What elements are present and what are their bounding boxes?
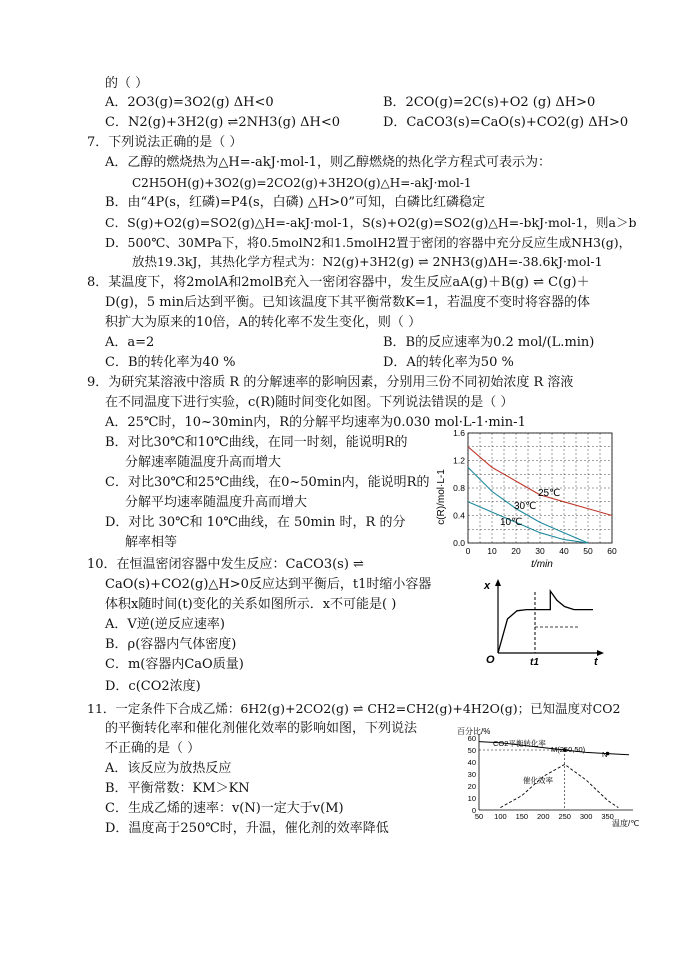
q8-option-a: A．a=2 — [105, 335, 155, 350]
q9-option-c-cont: 分解平均速率随温度升高而增大 — [125, 495, 308, 510]
chart3-x-tick: 50 — [474, 812, 484, 821]
chart2-t1-label: t1 — [530, 657, 539, 668]
q10-option-c: C．m(容器内CaO质量) — [105, 657, 244, 672]
chart1-x-tick: 60 — [607, 546, 617, 556]
chart3-y-tick: 10 — [467, 794, 476, 803]
q11-option-c: C．生成乙烯的速率：v(N)一定大于v(M) — [105, 801, 344, 816]
q10-option-d: D．c(CO2浓度) — [105, 679, 201, 694]
q7-option-d: D．500℃、30MPa下，将0.5molN2和1.5molH2置于密闭的容器中充分反应生成NH3(g)， — [105, 235, 632, 250]
q7-option-a-equation: C2H5OH(g)+3O2(g)=2CO2(g)+3H2O(g)△H=-akJ·mol-1 — [132, 176, 472, 190]
chart3-x-tick: 200 — [537, 812, 550, 821]
q11-stem-1: 11．一定条件下合成乙烯：6H2(g)+2CO2(g) ⇌ CH2=CH2(g)+4H2O(g)；已知温度对CO2 — [87, 701, 621, 716]
q10-x-time-chart — [478, 575, 608, 667]
q9-option-d: D．对比 30℃和 10℃曲线，在 50min 时，R 的分 — [105, 515, 406, 530]
chart3-legend-efficiency: 催化效率 — [523, 776, 553, 785]
q8-stem-2: D(g)，5 min后达到平衡。已知该温度下其平衡常数K=1，若温度不变时将容器的体 — [105, 295, 591, 310]
q11-temperature-chart — [455, 726, 645, 830]
q6-option-a: A．2O3(g)=3O2(g) ΔH<0 — [105, 95, 274, 110]
q7-option-c: C．S(g)+O2(g)=SO2(g)△H=-akJ·mol-1，S(s)+O2(g)=SO2(g)△H=-bkJ·mol-1，则a＞b — [105, 215, 637, 230]
chart1-y-axis-label: c(R)/mol·L-1 — [436, 469, 447, 525]
q6-option-b: B．2CO(g)=2C(s)+O2 (g) ΔH>0 — [383, 95, 596, 110]
chart1-x-tick: 40 — [559, 546, 569, 556]
chart3-x-tick: 300 — [579, 812, 593, 821]
q10-stem-1: 10．在恒温密闭容器中发生反应：CaCO3(s) ⇌ — [87, 557, 364, 572]
chart1-y-tick: 1.6 — [453, 428, 465, 438]
q7-option-a: A．乙醇的燃烧热为△H=-akJ·mol-1，则乙醇燃烧的热化学方程式可表示为： — [105, 155, 551, 170]
chart3-y-tick: 30 — [467, 770, 476, 779]
chart3-y-tick: 50 — [467, 746, 476, 755]
chart1-x-tick: 30 — [535, 546, 545, 556]
chart3-y-tick: 60 — [467, 734, 476, 743]
q10-stem-3: 体积x随时间(t)变化的关系如图所示．x不可能是( ) — [105, 597, 397, 612]
q6-option-c: C．N2(g)+3H2(g) ⇌2NH3(g) ΔH<0 — [105, 115, 341, 130]
chart1-y-tick: 0.8 — [453, 483, 465, 493]
q10-option-b: B．ρ(容器内气体密度) — [105, 637, 237, 652]
q8-stem-3: 积扩大为原来的10倍，A的转化率不发生变化，则（ ） — [105, 315, 422, 330]
q7-stem: 7．下列说法正确的是（ ） — [87, 135, 243, 150]
chart1-x-tick: 50 — [583, 546, 593, 556]
q8-option-d: D．A的转化率为50 % — [383, 355, 514, 370]
chart1-x-tick: 10 — [487, 546, 497, 556]
q11-option-a: A．该反应为放热反应 — [105, 761, 232, 776]
chart1-x-axis-label: t/min — [531, 559, 553, 570]
q9-stem-2: 在不同温度下进行实验，c(R)随时间变化如图。下列说法错误的是（ ） — [105, 395, 514, 410]
q9-option-c: C．对比30℃和25℃曲线，在0~50min内，能说明R的 — [105, 475, 430, 490]
chart2-curve — [498, 591, 593, 653]
chart3-x-tick: 250 — [558, 812, 571, 821]
chart1-x-tick: 0 — [465, 546, 471, 556]
q11-stem-2: 的平衡转化率和催化剂催化效率的影响如图，下列说法 — [105, 721, 418, 736]
chart1-x-tick: 20 — [511, 546, 521, 556]
chart2-x-label: t — [594, 656, 598, 668]
q10-option-a: A．V逆(逆反应速率) — [105, 617, 225, 632]
chart3-x-label: 温度/℃ — [612, 819, 640, 828]
q9-concentration-chart — [430, 425, 615, 570]
chart1-y-tick: 1.2 — [453, 455, 465, 466]
q9-stem-1: 9．为研究某溶液中溶质 R 的分解速率的影响因素，分别用三份不同初始浓度 R 溶液 — [87, 375, 574, 390]
q11-option-d: D．温度高于250℃时，升温，催化剂的效率降低 — [105, 821, 389, 836]
chart2-y-label: x — [484, 580, 491, 592]
chart3-y-tick: 0 — [471, 806, 476, 815]
q10-stem-2: CaO(s)+CO2(g)△H>0反应达到平衡后，t1时缩小容器 — [105, 577, 432, 592]
lead-line: 的（ ） — [105, 76, 149, 91]
chart3-legend-conversion: CO2平衡转化率 — [493, 739, 546, 748]
chart1-label-25: 25℃ — [538, 488, 561, 499]
chart2-origin: O — [486, 654, 495, 666]
q8-option-b: B．B的反应速率为0.2 mol/(L.min) — [383, 335, 595, 350]
chart3-point-n-label: N — [602, 750, 608, 759]
q9-option-d-cont: 解率相等 — [125, 535, 178, 550]
q9-option-b-cont: 分解速率随温度升高而增大 — [125, 455, 282, 470]
chart1-label-10: 10℃ — [500, 517, 523, 528]
q7-option-d-equation: 放热19.3kJ，其热化学方程式为：N2(g)+3H2(g) ⇌ 2NH3(g)ΔH=-38.6kJ·mol-1 — [132, 254, 603, 269]
q11-stem-3: 不正确的是（ ） — [105, 741, 201, 756]
q8-option-c: C．B的转化率为40 % — [105, 355, 236, 370]
q11-option-b: B．平衡常数：KM＞KN — [105, 781, 250, 796]
chart3-y-label: 百分比/% — [457, 727, 491, 736]
q9-option-b: B．对比30℃和10℃曲线，在同一时刻，能说明R的 — [105, 435, 408, 450]
q9-option-a: A．25℃时，10~30min内，R的分解平均速率为0.030 mol·L-1·min-1 — [105, 415, 526, 430]
chart3-x-tick: 350 — [601, 812, 614, 821]
q7-option-b: B．由“4P(s，红磷)=P4(s，白磷) △H>0”可知，白磷比红磷稳定 — [105, 195, 486, 210]
chart3-point-m-label: M(250,50) — [551, 745, 586, 754]
chart3-y-tick: 40 — [467, 758, 476, 767]
q8-stem-1: 8．某温度下，将2molA和2molB充入一密闭容器中，发生反应aA(g)＋B(g) ⇌ C(g)＋ — [87, 275, 590, 290]
chart1-y-tick: 0.0 — [453, 538, 465, 548]
chart3-line-efficiency — [500, 764, 618, 807]
q6-option-d: D．CaCO3(s)=CaO(s)+CO2(g) ΔH>0 — [383, 115, 629, 130]
chart1-y-tick: 0.4 — [453, 510, 465, 521]
chart3-y-tick: 20 — [467, 782, 476, 791]
chart3-x-tick: 150 — [515, 812, 529, 821]
chart1-label-30: 30℃ — [514, 501, 537, 512]
chart3-x-tick: 100 — [494, 812, 507, 821]
